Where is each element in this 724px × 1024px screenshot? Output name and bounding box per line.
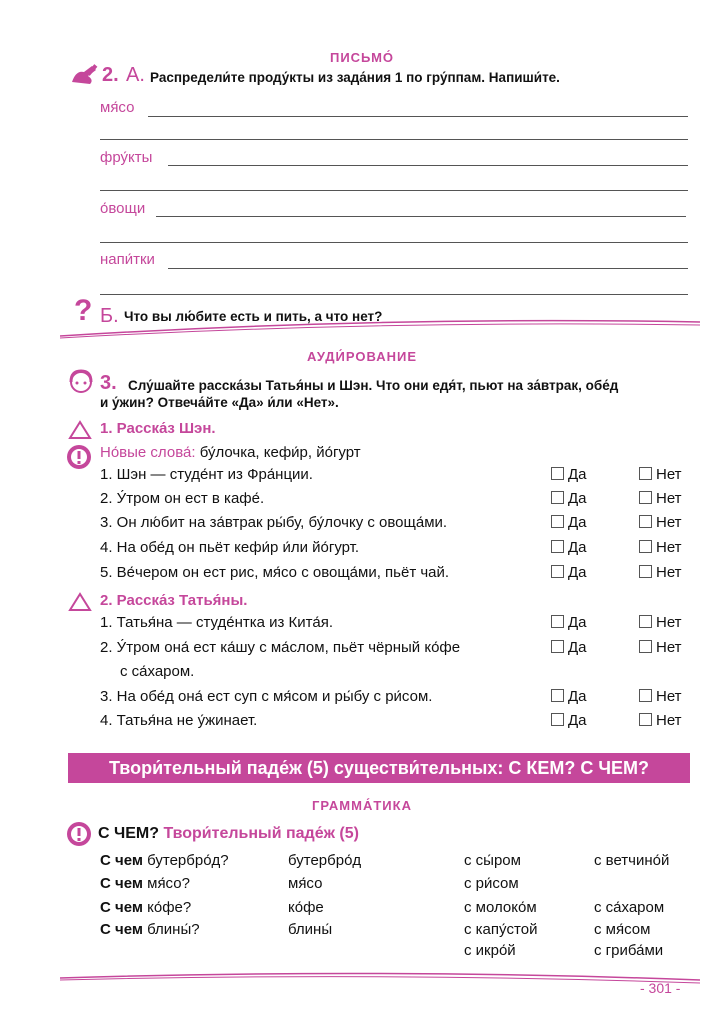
story-1-item: 5. Ве́чером он ест рис, мя́со с овоща́ми, пьёт чай.	[100, 564, 450, 581]
checkbox[interactable]	[551, 615, 564, 628]
exercise-2b-instruction: Что вы лю́бите есть и пить, а что нет?	[124, 309, 383, 324]
triangle-icon	[68, 592, 92, 612]
checkbox[interactable]	[551, 713, 564, 726]
no-option[interactable]: Нет	[639, 539, 682, 556]
exercise-3-instruction-1: Слу́шайте расска́зы Татья́ны и Шэн. Что они едя́т, пьют на за́втрак, обе́д	[128, 378, 619, 393]
checkbox[interactable]	[551, 689, 564, 702]
no-option[interactable]: Нет	[639, 712, 682, 729]
answer-line[interactable]	[100, 190, 688, 191]
checkbox[interactable]	[639, 540, 652, 553]
checkbox[interactable]	[639, 640, 652, 653]
grammar-question: С чем ко́фе?	[100, 899, 192, 916]
story-1-title: 1. Расска́з Шэн.	[100, 420, 216, 437]
yes-option[interactable]: Да	[551, 514, 587, 531]
story-2-item-continued: с са́харом.	[120, 663, 195, 680]
grammar-word: блины́	[288, 921, 333, 938]
section-title-writing: ПИСЬМО́	[329, 50, 395, 65]
answer-line[interactable]	[168, 268, 688, 269]
exercise-2-letter-b: Б.	[100, 305, 119, 327]
grammar-combination: с молоко́м	[464, 899, 537, 916]
grammar-combination: с капу́стой	[464, 921, 538, 938]
answer-line[interactable]	[100, 139, 688, 140]
grammar-combination: с ри́сом	[464, 875, 519, 892]
checkbox[interactable]	[639, 689, 652, 702]
grammar-word: мя́со	[288, 875, 323, 892]
story-2-item: 3. На обе́д она́ ест суп с мя́сом и ры́бу с ри́сом.	[100, 688, 433, 705]
category-drinks: напи́тки	[100, 251, 155, 268]
grammar-question: С чем блины́?	[100, 921, 200, 938]
checkbox[interactable]	[639, 565, 652, 578]
new-words-label: Но́вые слова́:	[100, 444, 196, 461]
no-option[interactable]: Нет	[639, 466, 682, 483]
yes-option[interactable]: Да	[551, 688, 587, 705]
listening-headphones-icon	[68, 368, 94, 394]
answer-line[interactable]	[100, 294, 688, 295]
story-2-item: 2. У́тром она́ ест ка́шу с ма́слом, пьёт чёрный ко́фе	[100, 639, 461, 656]
grammar-question: С чем бутербро́д?	[100, 852, 229, 869]
exercise-3-instruction-2: и у́жин? Отвеча́йте «Да» и́ли «Нет».	[100, 395, 339, 410]
page-number: - 301 -	[640, 980, 681, 996]
yes-option[interactable]: Да	[551, 614, 587, 631]
grammar-question: С чем мя́со?	[100, 875, 190, 892]
section-title-grammar: ГРАММА́ТИКА	[312, 798, 412, 813]
grammar-combination: с ветчино́й	[594, 852, 670, 869]
grammar-combination: с мя́сом	[594, 921, 651, 938]
no-option[interactable]: Нет	[639, 514, 682, 531]
category-meat: мя́со	[100, 99, 135, 116]
checkbox[interactable]	[551, 640, 564, 653]
grammar-heading	[98, 825, 359, 843]
story-2-title: 2. Расска́з Татья́ны.	[100, 592, 248, 609]
story-2-item: 1. Татья́на — студе́нтка из Кита́я.	[100, 614, 334, 631]
yes-option[interactable]: Да	[551, 466, 587, 483]
exercise-3-number: 3.	[100, 372, 117, 394]
important-notice-icon	[64, 820, 94, 848]
checkbox[interactable]	[551, 565, 564, 578]
checkbox[interactable]	[639, 515, 652, 528]
checkbox[interactable]	[639, 467, 652, 480]
footer-divider-swoosh	[60, 966, 700, 990]
no-option[interactable]: Нет	[639, 564, 682, 581]
checkbox[interactable]	[639, 713, 652, 726]
story-1-item: 2. У́тром он ест в кафе́.	[100, 490, 265, 507]
yes-option[interactable]: Да	[551, 639, 587, 656]
story-2-item: 4. Татья́на не у́жинает.	[100, 712, 258, 729]
no-option[interactable]: Нет	[639, 688, 682, 705]
question-mark-icon: ?	[74, 294, 93, 327]
story-1-item: 4. На обе́д он пьёт кефи́р и́ли йо́гурт.	[100, 539, 360, 556]
divider-swoosh	[60, 316, 700, 340]
important-notice-icon	[64, 443, 94, 471]
section-title-listening: АУДИ́РОВАНИЕ	[306, 349, 418, 364]
category-vegetables: о́вощи	[100, 200, 146, 217]
checkbox[interactable]	[639, 615, 652, 628]
grammar-combination: с икро́й	[464, 942, 516, 959]
writing-hand-icon	[70, 62, 102, 86]
checkbox[interactable]	[551, 515, 564, 528]
story-1-item: 3. Он лю́бит на за́втрак ры́бу, бу́лочку с овоща́ми.	[100, 514, 448, 531]
yes-option[interactable]: Да	[551, 712, 587, 729]
grammar-word: бутербро́д	[288, 852, 362, 869]
grammar-heading-question: С ЧЕМ?	[98, 825, 160, 842]
no-option[interactable]: Нет	[639, 490, 682, 507]
grammar-combination: с сы́ром	[464, 852, 521, 869]
category-fruits: фру́кты	[100, 149, 153, 166]
exercise-2-instruction: Распредели́те проду́кты из зада́ния 1 по гру́ппам. Напиши́те.	[150, 70, 560, 85]
no-option[interactable]: Нет	[639, 614, 682, 631]
grammar-heading-case: Твори́тельный паде́ж (5)	[163, 825, 359, 842]
checkbox[interactable]	[551, 491, 564, 504]
grammar-combination: с са́харом	[594, 899, 665, 916]
checkbox[interactable]	[639, 491, 652, 504]
answer-line[interactable]	[148, 116, 688, 117]
new-words-list: бу́лочка, кефи́р, йо́гурт	[199, 444, 361, 461]
grammar-combination: с гриба́ми	[594, 942, 664, 959]
checkbox[interactable]	[551, 540, 564, 553]
answer-line[interactable]	[156, 216, 686, 217]
grammar-word: ко́фе	[288, 899, 324, 916]
exercise-2-letter-a: А.	[126, 64, 145, 86]
yes-option[interactable]: Да	[551, 490, 587, 507]
yes-option[interactable]: Да	[551, 539, 587, 556]
checkbox[interactable]	[551, 467, 564, 480]
story-1-item: 1. Шэн — студе́нт из Фра́нции.	[100, 466, 313, 483]
new-words-line	[100, 444, 361, 461]
answer-line[interactable]	[100, 242, 688, 243]
yes-option[interactable]: Да	[551, 564, 587, 581]
exercise-2-number: 2.	[102, 64, 119, 86]
topic-banner: Твори́тельный паде́ж (5) существи́тельных: С КЕМ? С ЧЕМ?	[68, 753, 690, 783]
answer-line[interactable]	[168, 165, 688, 166]
triangle-icon	[68, 420, 92, 440]
no-option[interactable]: Нет	[639, 639, 682, 656]
